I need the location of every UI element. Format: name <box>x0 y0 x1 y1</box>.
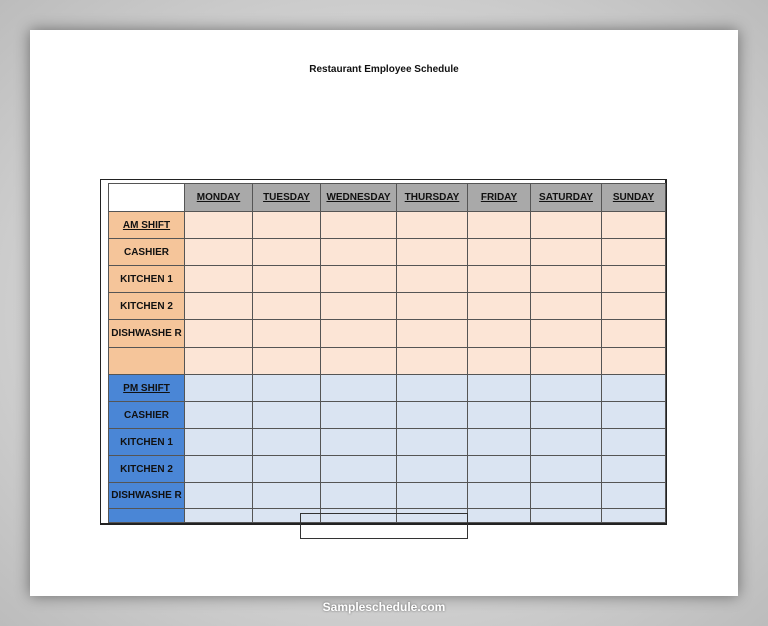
selection-box <box>300 513 468 539</box>
role-label <box>109 456 185 483</box>
schedule-cell[interactable] <box>468 348 531 375</box>
document-title: Restaurant Employee Schedule <box>309 64 459 75</box>
schedule-cell[interactable] <box>253 483 321 509</box>
schedule-cell[interactable] <box>468 375 531 402</box>
role-label-text: DISHWASHE R <box>111 490 182 501</box>
schedule-cell[interactable] <box>185 212 253 239</box>
schedule-cell[interactable] <box>531 320 602 348</box>
watermark: Sampleschedule.com <box>322 600 446 614</box>
schedule-cell[interactable] <box>321 402 397 429</box>
schedule-table <box>108 183 666 523</box>
schedule-cell[interactable] <box>602 239 666 266</box>
schedule-cell[interactable] <box>253 266 321 293</box>
schedule-cell[interactable] <box>185 293 253 320</box>
day-header: THURSDAY <box>397 184 468 212</box>
schedule-cell[interactable] <box>185 348 253 375</box>
schedule-cell[interactable] <box>253 402 321 429</box>
am-shift-header <box>109 212 185 239</box>
schedule-cell[interactable] <box>397 266 468 293</box>
schedule-cell[interactable] <box>185 239 253 266</box>
role-label-text: KITCHEN 1 <box>120 436 173 448</box>
role-label-text: KITCHEN 2 <box>120 463 173 475</box>
schedule-cell[interactable] <box>531 348 602 375</box>
pm-shift-row <box>109 375 666 402</box>
pm-shift-header <box>109 375 185 402</box>
schedule-cell[interactable] <box>397 456 468 483</box>
schedule-cell[interactable] <box>397 239 468 266</box>
schedule-cell[interactable] <box>321 375 397 402</box>
role-label-text: PM SHIFT <box>123 382 170 394</box>
schedule-cell[interactable] <box>531 239 602 266</box>
schedule-cell[interactable] <box>531 402 602 429</box>
schedule-cell[interactable] <box>253 212 321 239</box>
day-header: TUESDAY <box>253 184 321 212</box>
role-label <box>109 509 185 523</box>
schedule-cell[interactable] <box>185 402 253 429</box>
schedule-cell[interactable] <box>253 429 321 456</box>
day-header: FRIDAY <box>468 184 531 212</box>
am-shift-row <box>109 293 666 320</box>
role-label-text: CASHIER <box>123 246 169 258</box>
schedule-cell[interactable] <box>531 212 602 239</box>
schedule-cell[interactable] <box>185 320 253 348</box>
role-label-text: AM SHIFT <box>122 219 171 231</box>
schedule-cell[interactable] <box>253 320 321 348</box>
schedule-cell[interactable] <box>602 429 666 456</box>
schedule-cell[interactable] <box>185 509 253 523</box>
schedule-cell[interactable] <box>321 348 397 375</box>
role-label <box>109 429 185 456</box>
schedule-cell[interactable] <box>397 483 468 509</box>
schedule-cell[interactable] <box>253 375 321 402</box>
day-header: WEDNESDAY <box>321 184 397 212</box>
schedule-cell[interactable] <box>468 509 531 523</box>
schedule-cell[interactable] <box>602 320 666 348</box>
role-label <box>109 483 185 509</box>
day-header-row <box>109 184 666 212</box>
role-label-text: KITCHEN 1 <box>120 273 173 285</box>
role-label <box>109 239 185 266</box>
schedule-cell[interactable] <box>253 239 321 266</box>
day-header: SUNDAY <box>602 184 666 212</box>
role-label-text: CASHIER <box>123 409 169 421</box>
schedule-cell[interactable] <box>602 402 666 429</box>
pm-shift-row <box>109 483 666 509</box>
schedule-cell[interactable] <box>602 266 666 293</box>
schedule-cell[interactable] <box>531 483 602 509</box>
day-header: MONDAY <box>185 184 253 212</box>
schedule-body <box>109 212 666 523</box>
schedule-cell[interactable] <box>321 320 397 348</box>
schedule-cell[interactable] <box>468 239 531 266</box>
schedule-cell[interactable] <box>468 293 531 320</box>
schedule-cell[interactable] <box>531 456 602 483</box>
role-label <box>109 266 185 293</box>
schedule-cell[interactable] <box>253 348 321 375</box>
schedule-cell[interactable] <box>321 212 397 239</box>
role-label <box>109 293 185 320</box>
schedule-cell[interactable] <box>321 429 397 456</box>
role-label <box>109 348 185 375</box>
schedule-sheet <box>100 179 667 525</box>
day-header: SATURDAY <box>531 184 602 212</box>
schedule-cell[interactable] <box>602 375 666 402</box>
am-shift-row <box>109 320 666 348</box>
schedule-cell[interactable] <box>602 456 666 483</box>
schedule-cell[interactable] <box>185 429 253 456</box>
schedule-cell[interactable] <box>185 375 253 402</box>
schedule-cell[interactable] <box>468 456 531 483</box>
role-label <box>109 402 185 429</box>
schedule-cell[interactable] <box>531 375 602 402</box>
schedule-cell[interactable] <box>397 375 468 402</box>
schedule-cell[interactable] <box>468 483 531 509</box>
schedule-cell[interactable] <box>397 348 468 375</box>
schedule-cell[interactable] <box>397 320 468 348</box>
document-page <box>30 30 738 596</box>
role-label <box>109 320 185 348</box>
pm-shift-row <box>109 429 666 456</box>
schedule-cell[interactable] <box>531 509 602 523</box>
schedule-cell[interactable] <box>321 293 397 320</box>
am-shift-row <box>109 266 666 293</box>
schedule-cell[interactable] <box>602 509 666 523</box>
schedule-cell[interactable] <box>185 266 253 293</box>
schedule-cell[interactable] <box>321 266 397 293</box>
schedule-cell[interactable] <box>397 293 468 320</box>
am-shift-row <box>109 348 666 375</box>
schedule-cell[interactable] <box>185 456 253 483</box>
schedule-cell[interactable] <box>468 320 531 348</box>
am-shift-row <box>109 239 666 266</box>
schedule-cell[interactable] <box>321 239 397 266</box>
schedule-cell[interactable] <box>468 266 531 293</box>
schedule-cell[interactable] <box>321 456 397 483</box>
corner-cell <box>109 184 185 212</box>
role-label-text: DISHWASHE R <box>111 328 182 339</box>
schedule-cell[interactable] <box>531 293 602 320</box>
schedule-cell[interactable] <box>602 483 666 509</box>
schedule-cell[interactable] <box>531 429 602 456</box>
schedule-cell[interactable] <box>468 402 531 429</box>
schedule-cell[interactable] <box>468 212 531 239</box>
pm-shift-row <box>109 402 666 429</box>
schedule-cell[interactable] <box>602 212 666 239</box>
role-label-text: KITCHEN 2 <box>120 300 173 312</box>
schedule-cell[interactable] <box>531 266 602 293</box>
schedule-cell[interactable] <box>602 348 666 375</box>
schedule-cell[interactable] <box>468 429 531 456</box>
schedule-cell[interactable] <box>185 483 253 509</box>
schedule-cell[interactable] <box>253 456 321 483</box>
schedule-cell[interactable] <box>397 402 468 429</box>
pm-shift-row <box>109 456 666 483</box>
schedule-cell[interactable] <box>397 212 468 239</box>
schedule-cell[interactable] <box>602 293 666 320</box>
schedule-cell[interactable] <box>397 429 468 456</box>
am-shift-row <box>109 212 666 239</box>
schedule-cell[interactable] <box>321 483 397 509</box>
schedule-cell[interactable] <box>253 293 321 320</box>
